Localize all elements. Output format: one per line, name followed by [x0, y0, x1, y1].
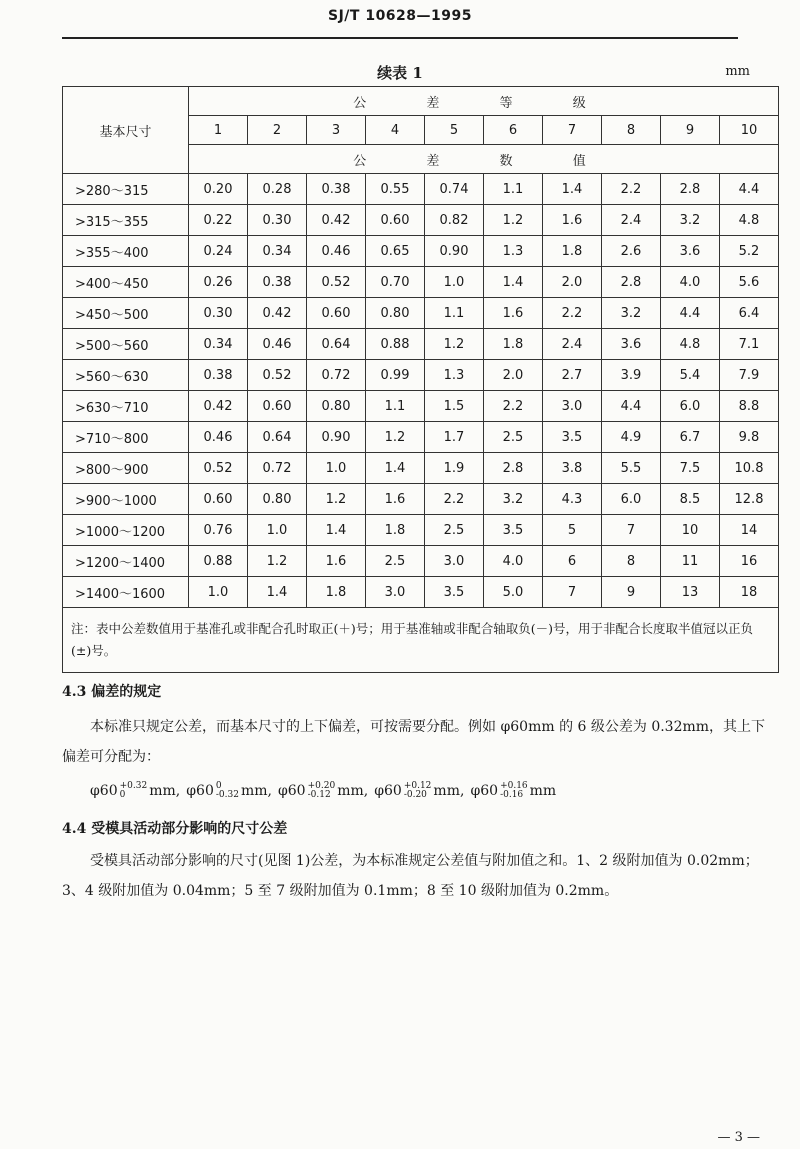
table-row [63, 329, 779, 360]
tolerance-value-cell: 0.42 [248, 298, 307, 329]
size-range-cell: >500～560 [63, 329, 189, 360]
formula-base: φ60 [277, 783, 306, 799]
tolerance-value-cell: 3.0 [425, 546, 484, 577]
tolerance-value-cell: 1.4 [366, 453, 425, 484]
formula-unit: mm, [433, 783, 465, 799]
tolerance-value-cell: 1.0 [248, 515, 307, 546]
tolerance-value-cell: 1.4 [484, 267, 543, 298]
table-row [63, 391, 779, 422]
tolerance-value-cell: 3.5 [484, 515, 543, 546]
tolerance-value-cell: 2.2 [425, 484, 484, 515]
tolerance-value-cell: 0.38 [248, 267, 307, 298]
formula-base: φ60 [374, 783, 402, 799]
tolerance-value-cell: 1.8 [484, 329, 543, 360]
tolerance-value-cell: 0.34 [248, 236, 307, 267]
standard-header: SJ/T 10628—1995 [328, 8, 472, 24]
tolerance-value-cell: 3.0 [543, 391, 602, 422]
size-range-cell: >900～1000 [63, 484, 189, 515]
grade-header-cell: 公 差 等 级 [189, 87, 779, 116]
tolerance-value-cell: 3.8 [543, 453, 602, 484]
grade-5: 5 [425, 116, 484, 145]
tolerance-value-cell: 3.2 [661, 205, 720, 236]
tolerance-value-cell: 8 [602, 546, 661, 577]
tolerance-value-cell: 2.7 [543, 360, 602, 391]
tolerance-value-cell: 2.4 [602, 205, 661, 236]
upper-deviation: +0.32 [119, 781, 148, 791]
tolerance-value-cell: 10.8 [720, 453, 779, 484]
tolerance-value-cell: 0.38 [189, 360, 248, 391]
tolerance-value-cell: 1.0 [189, 577, 248, 608]
tolerance-value-cell: 1.9 [425, 453, 484, 484]
size-range-cell: >355～400 [63, 236, 189, 267]
tolerance-value-cell: 0.74 [425, 174, 484, 205]
tolerance-value-cell: 2.0 [543, 267, 602, 298]
section-4-4-paragraph: 受模具活动部分影响的尺寸(见图 1)公差，为本标准规定公差值与附加值之和。1、2 级附加值为 0.02mm；3、4 级附加值为 0.04mm；5 至 7 级附加值为 0.1mm；8 至 10 级附加值为 0.2mm。 [62, 853, 759, 899]
tolerance-value-cell: 4.8 [661, 329, 720, 360]
tolerance-value-cell: 1.6 [307, 546, 366, 577]
tolerance-value-cell: 7 [543, 577, 602, 608]
tolerance-value-cell: 4.3 [543, 484, 602, 515]
deviation-formulas [90, 782, 562, 800]
tolerance-value-cell: 0.60 [307, 298, 366, 329]
tolerance-value-cell: 12.8 [720, 484, 779, 515]
tolerance-value-cell: 1.4 [248, 577, 307, 608]
tolerance-value-cell: 5.0 [484, 577, 543, 608]
tolerance-value-cell: 4.4 [602, 391, 661, 422]
tolerance-value-cell: 5.2 [720, 236, 779, 267]
tolerance-value-cell: 5.6 [720, 267, 779, 298]
tolerance-value-cell: 0.52 [307, 267, 366, 298]
tolerance-value-cell: 4.4 [661, 298, 720, 329]
tolerance-value-cell: 10 [661, 515, 720, 546]
tolerance-value-cell: 3.5 [425, 577, 484, 608]
grade-header-row [63, 87, 779, 116]
tolerance-value-cell: 2.5 [484, 422, 543, 453]
tolerance-value-cell: 0.64 [248, 422, 307, 453]
grade-3: 3 [307, 116, 366, 145]
tolerance-value-cell: 3.2 [602, 298, 661, 329]
tolerance-value-cell: 1.3 [484, 236, 543, 267]
header-rule [62, 37, 738, 39]
table-row [63, 422, 779, 453]
grade-7: 7 [543, 116, 602, 145]
tolerance-value-cell: 4.4 [720, 174, 779, 205]
tolerance-value-cell: 1.2 [425, 329, 484, 360]
grade-4: 4 [366, 116, 425, 145]
tolerance-value-cell: 9.8 [720, 422, 779, 453]
tolerance-value-cell: 0.55 [366, 174, 425, 205]
tolerance-value-cell: 1.1 [366, 391, 425, 422]
size-range-cell: >315～355 [63, 205, 189, 236]
tolerance-value-cell: 4.0 [661, 267, 720, 298]
tolerance-value-cell: 6.7 [661, 422, 720, 453]
tolerance-value-cell: 0.72 [307, 360, 366, 391]
lower-deviation: -0.20 [403, 790, 427, 800]
size-range-cell: >280～315 [63, 174, 189, 205]
formula-base: φ60 [186, 783, 214, 799]
tolerance-value-cell: 1.5 [425, 391, 484, 422]
tolerance-value-cell: 0.80 [248, 484, 307, 515]
tolerance-value-cell: 14 [720, 515, 779, 546]
lower-deviation: -0.16 [500, 790, 524, 800]
table-row [63, 205, 779, 236]
tolerance-value-cell: 0.90 [425, 236, 484, 267]
grade-6: 6 [484, 116, 543, 145]
tolerance-value-cell: 0.70 [366, 267, 425, 298]
tolerance-value-cell: 6.0 [661, 391, 720, 422]
tolerance-value-cell: 0.80 [366, 298, 425, 329]
tolerance-value-cell: 13 [661, 577, 720, 608]
tolerance-value-cell: 0.26 [189, 267, 248, 298]
tolerance-value-cell: 0.82 [425, 205, 484, 236]
section-4-3-title: 4.3 偏差的规定 [62, 684, 162, 700]
tolerance-value-cell: 0.60 [248, 391, 307, 422]
table-note: 注：表中公差数值用于基准孔或非配合孔时取正(＋)号；用于基准轴或非配合轴取负(－)号，用于非配合长度取半值冠以正负(±)号。 [63, 608, 779, 673]
deviation-formula [186, 783, 272, 799]
tolerance-value-cell: 0.60 [189, 484, 248, 515]
table-row [63, 360, 779, 391]
tolerance-value-cell: 1.4 [543, 174, 602, 205]
tolerance-value-cell: 0.72 [248, 453, 307, 484]
tolerance-value-cell: 7.9 [720, 360, 779, 391]
tolerance-value-cell: 18 [720, 577, 779, 608]
tolerance-value-cell: 5.4 [661, 360, 720, 391]
deviation-formula [90, 783, 180, 799]
tolerance-value-cell: 0.80 [307, 391, 366, 422]
table-unit: mm [725, 64, 750, 79]
tolerance-value-cell: 0.64 [307, 329, 366, 360]
tolerance-value-cell: 0.30 [248, 205, 307, 236]
tolerance-value-cell: 4.0 [484, 546, 543, 577]
tolerance-value-cell: 2.5 [425, 515, 484, 546]
grade-8: 8 [602, 116, 661, 145]
section-4-4-title: 4.4 受模具活动部分影响的尺寸公差 [62, 821, 288, 837]
formula-unit: mm, [149, 783, 181, 799]
formula-unit: mm [529, 783, 557, 799]
page-number: — 3 — [717, 1130, 760, 1145]
tolerance-value-cell: 7 [602, 515, 661, 546]
tolerance-value-cell: 0.42 [307, 205, 366, 236]
tolerance-value-cell: 1.8 [366, 515, 425, 546]
upper-deviation: +0.12 [403, 781, 432, 791]
lower-deviation: -0.32 [215, 790, 239, 800]
table-row [63, 174, 779, 205]
table-row [63, 546, 779, 577]
tolerance-value-cell: 2.6 [602, 236, 661, 267]
tolerance-value-cell: 1.2 [248, 546, 307, 577]
tolerance-value-cell: 2.4 [543, 329, 602, 360]
grade-1: 1 [189, 116, 248, 145]
tolerance-value-cell: 5 [543, 515, 602, 546]
tolerance-value-cell: 0.28 [248, 174, 307, 205]
tolerance-table-body [63, 87, 779, 673]
tolerance-value-cell: 0.76 [189, 515, 248, 546]
deviation-formula [278, 783, 368, 799]
tolerance-value-cell: 9 [602, 577, 661, 608]
tolerance-value-cell: 0.99 [366, 360, 425, 391]
value-header-cell: 公 差 数 值 [189, 145, 779, 174]
deviation-formula [374, 783, 464, 799]
formula-unit: mm, [337, 783, 369, 799]
size-range-cell: >710～800 [63, 422, 189, 453]
tolerance-value-cell: 0.34 [189, 329, 248, 360]
table-caption: 续表 1 [377, 64, 423, 82]
tolerance-value-cell: 0.60 [366, 205, 425, 236]
tolerance-value-cell: 16 [720, 546, 779, 577]
tolerance-value-cell: 0.65 [366, 236, 425, 267]
tolerance-value-cell: 1.2 [484, 205, 543, 236]
tolerance-value-cell: 7.1 [720, 329, 779, 360]
tolerance-value-cell: 3.6 [661, 236, 720, 267]
table-row [63, 267, 779, 298]
tolerance-value-cell: 2.2 [543, 298, 602, 329]
table-row [63, 515, 779, 546]
upper-deviation: +0.20 [307, 781, 336, 791]
tolerance-value-cell: 1.4 [307, 515, 366, 546]
table-row [63, 298, 779, 329]
tolerance-value-cell: 0.88 [189, 546, 248, 577]
tolerance-table [62, 86, 779, 673]
tolerance-value-cell: 2.8 [661, 174, 720, 205]
tolerance-value-cell: 0.24 [189, 236, 248, 267]
tolerance-value-cell: 1.2 [307, 484, 366, 515]
table-row [63, 577, 779, 608]
tolerance-value-cell: 2.8 [484, 453, 543, 484]
section-4-3-paragraph: 本标准只规定公差，而基本尺寸的上下偏差，可按需要分配。例如 φ60mm 的 6 级公差为 0.32mm，其上下偏差可分配为： [62, 719, 766, 765]
tolerance-value-cell: 1.6 [484, 298, 543, 329]
tolerance-value-cell: 1.0 [307, 453, 366, 484]
table-row [63, 453, 779, 484]
upper-deviation: 0 [215, 781, 222, 791]
tolerance-value-cell: 0.52 [189, 453, 248, 484]
tolerance-value-cell: 1.8 [307, 577, 366, 608]
tolerance-value-cell: 2.2 [602, 174, 661, 205]
grade-9: 9 [661, 116, 720, 145]
grade-10: 10 [720, 116, 779, 145]
tolerance-value-cell: 0.88 [366, 329, 425, 360]
tolerance-value-cell: 1.1 [425, 298, 484, 329]
lower-deviation: -0.12 [307, 790, 331, 800]
formula-unit: mm, [240, 783, 272, 799]
tolerance-value-cell: 0.22 [189, 205, 248, 236]
tolerance-value-cell: 3.0 [366, 577, 425, 608]
tolerance-value-cell: 3.6 [602, 329, 661, 360]
tolerance-value-cell: 0.42 [189, 391, 248, 422]
tolerance-value-cell: 1.8 [543, 236, 602, 267]
tolerance-value-cell: 4.9 [602, 422, 661, 453]
tolerance-value-cell: 7.5 [661, 453, 720, 484]
table-row [63, 484, 779, 515]
note-row [63, 608, 779, 673]
tolerance-value-cell: 0.38 [307, 174, 366, 205]
tolerance-value-cell: 0.90 [307, 422, 366, 453]
tolerance-value-cell: 0.20 [189, 174, 248, 205]
size-range-cell: >1200～1400 [63, 546, 189, 577]
tolerance-value-cell: 6.0 [602, 484, 661, 515]
tolerance-value-cell: 0.30 [189, 298, 248, 329]
tolerance-value-cell: 1.0 [425, 267, 484, 298]
size-range-cell: >630～710 [63, 391, 189, 422]
tolerance-value-cell: 1.6 [366, 484, 425, 515]
formula-base: φ60 [90, 783, 118, 799]
tolerance-value-cell: 8.8 [720, 391, 779, 422]
tolerance-value-cell: 2.5 [366, 546, 425, 577]
tolerance-value-cell: 0.46 [189, 422, 248, 453]
tolerance-value-cell: 3.5 [543, 422, 602, 453]
grade-2: 2 [248, 116, 307, 145]
tolerance-value-cell: 0.46 [248, 329, 307, 360]
tolerance-value-cell: 11 [661, 546, 720, 577]
tolerance-value-cell: 2.2 [484, 391, 543, 422]
tolerance-value-cell: 0.52 [248, 360, 307, 391]
size-range-cell: >800～900 [63, 453, 189, 484]
tolerance-value-cell: 6.4 [720, 298, 779, 329]
lower-deviation: 0 [119, 790, 126, 800]
formula-base: φ60 [470, 783, 499, 799]
tolerance-value-cell: 4.8 [720, 205, 779, 236]
tolerance-value-cell: 2.8 [602, 267, 661, 298]
size-range-cell: >1400～1600 [63, 577, 189, 608]
tolerance-value-cell: 6 [543, 546, 602, 577]
upper-deviation: +0.16 [500, 781, 528, 791]
tolerance-value-cell: 1.3 [425, 360, 484, 391]
tolerance-value-cell: 1.2 [366, 422, 425, 453]
size-range-cell: >560～630 [63, 360, 189, 391]
size-range-cell: >400～450 [63, 267, 189, 298]
table-row [63, 236, 779, 267]
tolerance-value-cell: 5.5 [602, 453, 661, 484]
tolerance-value-cell: 8.5 [661, 484, 720, 515]
tolerance-value-cell: 1.7 [425, 422, 484, 453]
tolerance-value-cell: 3.9 [602, 360, 661, 391]
size-range-cell: >450～500 [63, 298, 189, 329]
tolerance-value-cell: 3.2 [484, 484, 543, 515]
tolerance-value-cell: 1.1 [484, 174, 543, 205]
size-range-cell: >1000～1200 [63, 515, 189, 546]
deviation-formula [470, 783, 556, 799]
row-header-cell: 基本尺寸 [63, 87, 189, 174]
tolerance-value-cell: 2.0 [484, 360, 543, 391]
tolerance-value-cell: 1.6 [543, 205, 602, 236]
tolerance-value-cell: 0.46 [307, 236, 366, 267]
